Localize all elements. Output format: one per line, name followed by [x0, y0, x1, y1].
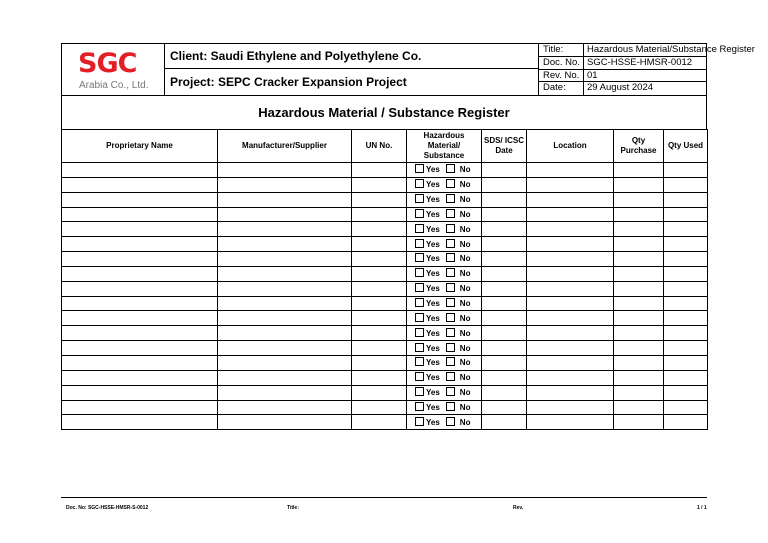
no-label: No [459, 313, 471, 323]
hazard-yes-no-cell [407, 207, 482, 222]
hazard-yes-no-cell [407, 163, 482, 178]
col-proprietary-name: Proprietary Name [62, 130, 218, 163]
hazard-yes-no-cell [407, 415, 482, 430]
yes-checkbox[interactable] [415, 179, 424, 188]
yes-checkbox[interactable] [415, 357, 424, 366]
register-body [62, 163, 708, 430]
table-row [62, 192, 708, 207]
table-cell[interactable] [352, 207, 407, 222]
hazard-yes-no-cell [407, 385, 482, 400]
table-cell[interactable] [218, 252, 352, 267]
yes-label: Yes [426, 284, 440, 294]
table-cell[interactable] [527, 222, 614, 237]
yes-label: Yes [426, 180, 440, 190]
yes-checkbox[interactable] [415, 372, 424, 381]
table-cell[interactable] [62, 326, 218, 341]
col-hazardous: Hazardous Material/ Substance [407, 130, 482, 163]
table-cell[interactable] [62, 252, 218, 267]
table-row [62, 326, 708, 341]
yes-label: Yes [426, 388, 440, 398]
yes-label: Yes [426, 402, 440, 412]
table-row [62, 311, 708, 326]
table-cell[interactable] [614, 222, 664, 237]
table-row [62, 400, 708, 415]
table-cell[interactable] [664, 415, 708, 430]
no-checkbox[interactable] [446, 194, 455, 203]
table-cell[interactable] [218, 222, 352, 237]
hazard-yes-no-cell [407, 177, 482, 192]
table-cell[interactable] [664, 311, 708, 326]
table-cell[interactable] [482, 163, 527, 178]
table-cell[interactable] [218, 415, 352, 430]
table-cell[interactable] [482, 266, 527, 281]
table-cell[interactable] [527, 237, 614, 252]
yes-checkbox[interactable] [415, 268, 424, 277]
table-cell[interactable] [527, 355, 614, 370]
table-cell[interactable] [352, 266, 407, 281]
table-row [62, 177, 708, 192]
table-cell[interactable] [664, 296, 708, 311]
table-cell[interactable] [614, 326, 664, 341]
no-label: No [459, 209, 471, 219]
no-checkbox[interactable] [446, 164, 455, 173]
no-label: No [459, 358, 471, 368]
table-row [62, 296, 708, 311]
table-cell[interactable] [614, 252, 664, 267]
table-cell[interactable] [62, 177, 218, 192]
no-label: No [459, 165, 471, 175]
table-cell[interactable] [218, 355, 352, 370]
no-checkbox[interactable] [446, 387, 455, 396]
table-cell[interactable] [482, 296, 527, 311]
table-cell[interactable] [664, 177, 708, 192]
table-cell[interactable] [352, 222, 407, 237]
yes-label: Yes [426, 254, 440, 264]
table-cell[interactable] [352, 163, 407, 178]
table-cell[interactable] [352, 296, 407, 311]
yes-label: Yes [426, 209, 440, 219]
table-cell[interactable] [614, 207, 664, 222]
no-checkbox[interactable] [446, 417, 455, 426]
no-label: No [459, 402, 471, 412]
sgc-logo: SGC [78, 48, 137, 79]
table-cell[interactable] [352, 415, 407, 430]
hazard-yes-no-cell [407, 281, 482, 296]
table-cell[interactable] [482, 415, 527, 430]
yes-label: Yes [426, 224, 440, 234]
table-cell[interactable] [614, 296, 664, 311]
table-cell[interactable] [614, 415, 664, 430]
table-row [62, 281, 708, 296]
yes-checkbox[interactable] [415, 224, 424, 233]
meta-label: Rev. No. [539, 70, 584, 82]
table-cell[interactable] [527, 370, 614, 385]
table-cell[interactable] [218, 341, 352, 356]
hazard-yes-no-cell [407, 192, 482, 207]
no-label: No [459, 224, 471, 234]
table-cell[interactable] [62, 385, 218, 400]
no-label: No [459, 284, 471, 294]
table-cell[interactable] [527, 400, 614, 415]
no-checkbox[interactable] [446, 328, 455, 337]
table-cell[interactable] [62, 192, 218, 207]
table-cell[interactable] [664, 222, 708, 237]
client-name: Client: Saudi Ethylene and Polyethylene Co. [164, 44, 539, 69]
hazard-yes-no-cell [407, 252, 482, 267]
table-row [62, 341, 708, 356]
table-cell[interactable] [664, 341, 708, 356]
table-cell[interactable] [664, 400, 708, 415]
footer-page: 1 / 1 [697, 505, 707, 511]
hazard-yes-no-cell [407, 237, 482, 252]
no-checkbox[interactable] [446, 239, 455, 248]
col-location: Location [527, 130, 614, 163]
table-row [62, 222, 708, 237]
hazard-yes-no-cell [407, 355, 482, 370]
table-cell[interactable] [527, 415, 614, 430]
yes-label: Yes [426, 328, 440, 338]
table-cell[interactable] [527, 281, 614, 296]
table-cell[interactable] [482, 370, 527, 385]
col-sds-date: SDS/ ICSC Date [482, 130, 527, 163]
meta-doc-no-row [539, 57, 706, 70]
table-cell[interactable] [527, 252, 614, 267]
table-cell[interactable] [352, 311, 407, 326]
table-row [62, 415, 708, 430]
yes-checkbox[interactable] [415, 328, 424, 337]
table-cell[interactable] [527, 192, 614, 207]
table-cell[interactable] [614, 237, 664, 252]
no-label: No [459, 254, 471, 264]
no-label: No [459, 373, 471, 383]
yes-label: Yes [426, 343, 440, 353]
table-cell[interactable] [352, 192, 407, 207]
table-cell[interactable] [614, 355, 664, 370]
table-cell[interactable] [527, 385, 614, 400]
table-cell[interactable] [664, 355, 708, 370]
table-cell[interactable] [218, 326, 352, 341]
no-checkbox[interactable] [446, 253, 455, 262]
col-qty-purchase: Qty Purchase [614, 130, 664, 163]
table-cell[interactable] [482, 237, 527, 252]
table-cell[interactable] [62, 163, 218, 178]
table-cell[interactable] [352, 237, 407, 252]
no-checkbox[interactable] [446, 209, 455, 218]
yes-label: Yes [426, 373, 440, 383]
footer-title: Title: [287, 505, 299, 511]
yes-checkbox[interactable] [415, 417, 424, 426]
hazard-yes-no-cell [407, 341, 482, 356]
table-cell[interactable] [482, 281, 527, 296]
table-cell[interactable] [218, 400, 352, 415]
no-label: No [459, 180, 471, 190]
table-cell[interactable] [62, 370, 218, 385]
yes-checkbox[interactable] [415, 283, 424, 292]
table-cell[interactable] [62, 341, 218, 356]
table-cell[interactable] [527, 326, 614, 341]
table-cell[interactable] [482, 311, 527, 326]
hazard-yes-no-cell [407, 370, 482, 385]
table-cell[interactable] [614, 192, 664, 207]
yes-label: Yes [426, 165, 440, 175]
table-cell[interactable] [62, 355, 218, 370]
table-cell[interactable] [218, 296, 352, 311]
table-cell[interactable] [218, 237, 352, 252]
no-label: No [459, 328, 471, 338]
register-table [61, 129, 708, 430]
table-cell[interactable] [527, 163, 614, 178]
table-cell[interactable] [614, 341, 664, 356]
table-cell[interactable] [352, 355, 407, 370]
meta-value: Hazardous Material/Substance Register [587, 44, 755, 55]
footer-doc-no: Doc. No: SGC-HSSE-HMSR-S-0012 [66, 505, 149, 511]
table-cell[interactable] [664, 370, 708, 385]
table-row [62, 163, 708, 178]
table-row [62, 355, 708, 370]
yes-checkbox[interactable] [415, 194, 424, 203]
table-cell[interactable] [482, 341, 527, 356]
table-cell[interactable] [527, 207, 614, 222]
yes-checkbox[interactable] [415, 239, 424, 248]
meta-date-row [539, 82, 706, 95]
hazard-yes-no-cell [407, 266, 482, 281]
table-cell[interactable] [352, 326, 407, 341]
no-label: No [459, 388, 471, 398]
table-cell[interactable] [614, 370, 664, 385]
table-cell[interactable] [482, 400, 527, 415]
document-meta [539, 44, 755, 95]
no-checkbox[interactable] [446, 283, 455, 292]
hazard-yes-no-cell [407, 400, 482, 415]
table-cell[interactable] [218, 385, 352, 400]
table-cell[interactable] [62, 207, 218, 222]
table-cell[interactable] [614, 266, 664, 281]
no-label: No [459, 299, 471, 309]
table-cell[interactable] [664, 163, 708, 178]
table-cell[interactable] [218, 177, 352, 192]
table-cell[interactable] [62, 281, 218, 296]
no-checkbox[interactable] [446, 298, 455, 307]
table-cell[interactable] [352, 177, 407, 192]
table-cell[interactable] [218, 207, 352, 222]
no-label: No [459, 269, 471, 279]
table-cell[interactable] [482, 326, 527, 341]
project-name: Project: SEPC Cracker Expansion Project [164, 69, 539, 95]
hazard-yes-no-cell [407, 311, 482, 326]
table-cell[interactable] [62, 296, 218, 311]
table-cell[interactable] [218, 311, 352, 326]
table-cell[interactable] [664, 385, 708, 400]
no-checkbox[interactable] [446, 357, 455, 366]
table-cell[interactable] [352, 400, 407, 415]
yes-checkbox[interactable] [415, 209, 424, 218]
table-row [62, 207, 708, 222]
table-cell[interactable] [62, 400, 218, 415]
table-row [62, 237, 708, 252]
meta-value: 29 August 2024 [587, 82, 654, 94]
table-cell[interactable] [352, 341, 407, 356]
table-cell[interactable] [352, 252, 407, 267]
table-cell[interactable] [664, 207, 708, 222]
table-cell[interactable] [352, 281, 407, 296]
table-row [62, 385, 708, 400]
table-cell[interactable] [62, 311, 218, 326]
table-cell[interactable] [352, 385, 407, 400]
table-cell[interactable] [664, 237, 708, 252]
table-cell[interactable] [62, 237, 218, 252]
logo-cell [62, 44, 165, 95]
table-header-row [62, 130, 708, 163]
table-row [62, 252, 708, 267]
no-checkbox[interactable] [446, 268, 455, 277]
table-cell[interactable] [218, 370, 352, 385]
col-un-no: UN No. [352, 130, 407, 163]
table-cell[interactable] [614, 400, 664, 415]
no-checkbox[interactable] [446, 179, 455, 188]
no-checkbox[interactable] [446, 372, 455, 381]
table-cell[interactable] [482, 192, 527, 207]
table-cell[interactable] [218, 281, 352, 296]
table-row [62, 370, 708, 385]
table-cell[interactable] [218, 192, 352, 207]
table-cell[interactable] [62, 222, 218, 237]
table-cell[interactable] [62, 415, 218, 430]
no-label: No [459, 417, 471, 427]
meta-value: 01 [587, 69, 598, 81]
table-cell[interactable] [527, 311, 614, 326]
col-manufacturer: Manufacturer/Supplier [218, 130, 352, 163]
table-cell[interactable] [527, 266, 614, 281]
table-cell[interactable] [218, 163, 352, 178]
table-cell[interactable] [527, 341, 614, 356]
meta-value: SGC-HSSE-HMSR-0012 [587, 56, 693, 68]
table-cell[interactable] [482, 207, 527, 222]
hazard-yes-no-cell [407, 326, 482, 341]
meta-label: Doc. No. [539, 57, 584, 69]
yes-checkbox[interactable] [415, 387, 424, 396]
yes-checkbox[interactable] [415, 343, 424, 352]
yes-checkbox[interactable] [415, 313, 424, 322]
table-row [62, 266, 708, 281]
yes-checkbox[interactable] [415, 298, 424, 307]
table-cell[interactable] [482, 177, 527, 192]
yes-label: Yes [426, 269, 440, 279]
table-cell[interactable] [482, 355, 527, 370]
table-cell[interactable] [664, 281, 708, 296]
yes-label: Yes [426, 195, 440, 205]
yes-checkbox[interactable] [415, 164, 424, 173]
table-cell[interactable] [527, 296, 614, 311]
yes-label: Yes [426, 239, 440, 249]
table-cell[interactable] [664, 252, 708, 267]
table-cell[interactable] [218, 266, 352, 281]
table-cell[interactable] [352, 370, 407, 385]
no-label: No [459, 343, 471, 353]
table-cell[interactable] [482, 385, 527, 400]
table-cell[interactable] [664, 192, 708, 207]
no-checkbox[interactable] [446, 343, 455, 352]
yes-label: Yes [426, 358, 440, 368]
no-checkbox[interactable] [446, 402, 455, 411]
yes-label: Yes [426, 313, 440, 323]
table-cell[interactable] [664, 266, 708, 281]
table-cell[interactable] [614, 163, 664, 178]
meta-title-row [539, 44, 755, 57]
table-cell[interactable] [482, 222, 527, 237]
table-cell[interactable] [614, 311, 664, 326]
meta-label: Title: [539, 44, 584, 56]
yes-label: Yes [426, 417, 440, 427]
yes-checkbox[interactable] [415, 253, 424, 262]
yes-label: Yes [426, 299, 440, 309]
register-title: Hazardous Material / Substance Register [61, 96, 707, 129]
footer-rev: Rev. [513, 505, 524, 511]
hazard-yes-no-cell [407, 296, 482, 311]
no-label: No [459, 239, 471, 249]
no-label: No [459, 195, 471, 205]
table-cell[interactable] [614, 177, 664, 192]
table-cell[interactable] [664, 326, 708, 341]
hazard-yes-no-cell [407, 222, 482, 237]
logo-subtitle: Arabia Co., Ltd. [79, 80, 149, 91]
col-qty-used: Qty Used [664, 130, 708, 163]
meta-rev-row [539, 70, 706, 83]
table-cell[interactable] [614, 281, 664, 296]
table-cell[interactable] [482, 252, 527, 267]
no-checkbox[interactable] [446, 224, 455, 233]
no-checkbox[interactable] [446, 313, 455, 322]
table-cell[interactable] [62, 266, 218, 281]
table-cell[interactable] [527, 177, 614, 192]
document-header [61, 43, 755, 96]
yes-checkbox[interactable] [415, 402, 424, 411]
meta-label: Date: [539, 82, 584, 95]
footer-divider [61, 497, 707, 498]
table-cell[interactable] [614, 385, 664, 400]
